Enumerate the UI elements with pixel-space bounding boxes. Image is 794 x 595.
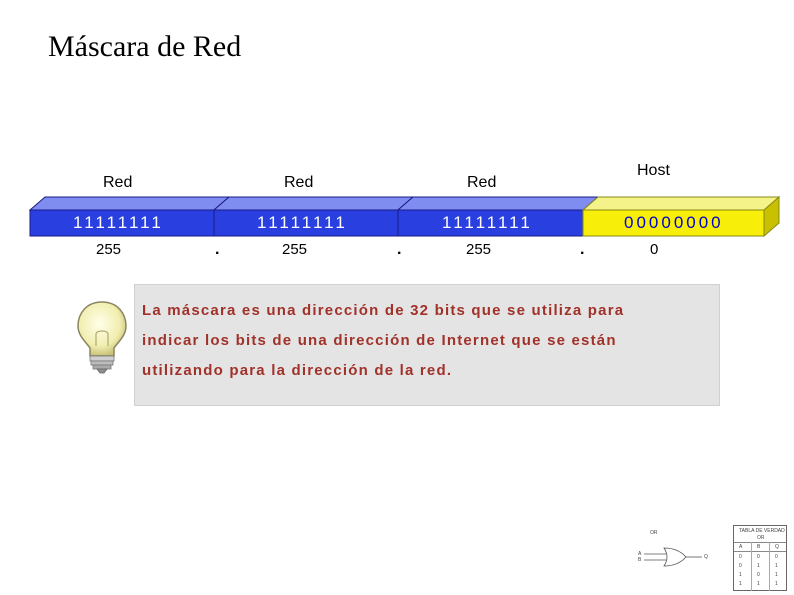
or-gate-icon	[640, 542, 710, 582]
separator-dot-3: .	[580, 241, 585, 258]
segment-label-1: Red	[103, 174, 133, 191]
segment-label-host: Host	[637, 162, 670, 179]
segment-bits-1: 11111111	[73, 213, 164, 232]
note-line-1: La máscara es una dirección de 32 bits que se utiliza para	[142, 302, 625, 319]
segment-bits-2: 11111111	[257, 213, 348, 232]
truth-cell: 0	[739, 563, 742, 569]
segment-bits-host: 00000000	[624, 213, 724, 232]
truth-cell: 0	[757, 572, 760, 578]
truth-header-b: B	[757, 544, 761, 550]
segment-decimal-1: 255	[96, 241, 122, 258]
truth-cell: 1	[757, 581, 760, 587]
gate-input-b: B	[638, 557, 642, 563]
separator-dot-2: .	[397, 241, 402, 258]
truth-cell: 0	[775, 554, 778, 560]
truth-cell: 0	[757, 554, 760, 560]
page-title: Máscara de Red	[48, 30, 242, 63]
segment-decimal-3: 255	[466, 241, 492, 258]
truth-header-q: Q	[775, 544, 779, 550]
note-line-2: indicar los bits de una dirección de Internet que se están	[142, 332, 617, 349]
gate-input-a: A	[638, 551, 642, 557]
segment-decimal-2: 255	[282, 241, 308, 258]
separator-dot-1: .	[215, 241, 220, 258]
truth-cell: 1	[739, 581, 742, 587]
segment-decimal-host: 0	[650, 241, 659, 258]
segment-label-2: Red	[284, 174, 314, 191]
gate-label: OR	[650, 530, 658, 536]
truth-table-subtitle: OR	[757, 535, 765, 541]
truth-cell: 1	[775, 581, 778, 587]
gate-output: Q	[704, 554, 708, 560]
truth-cell: 1	[739, 572, 742, 578]
truth-table	[733, 525, 787, 591]
truth-cell: 1	[757, 563, 760, 569]
lightbulb-icon	[76, 300, 128, 374]
truth-table-title: TABLA DE VERDAD	[739, 528, 785, 534]
segment-label-3: Red	[467, 174, 497, 191]
truth-header-a: A	[739, 544, 743, 550]
truth-cell: 1	[775, 572, 778, 578]
truth-cell: 1	[775, 563, 778, 569]
note-line-3: utilizando para la dirección de la red.	[142, 362, 453, 379]
truth-cell: 0	[739, 554, 742, 560]
segment-bits-3: 11111111	[442, 213, 533, 232]
